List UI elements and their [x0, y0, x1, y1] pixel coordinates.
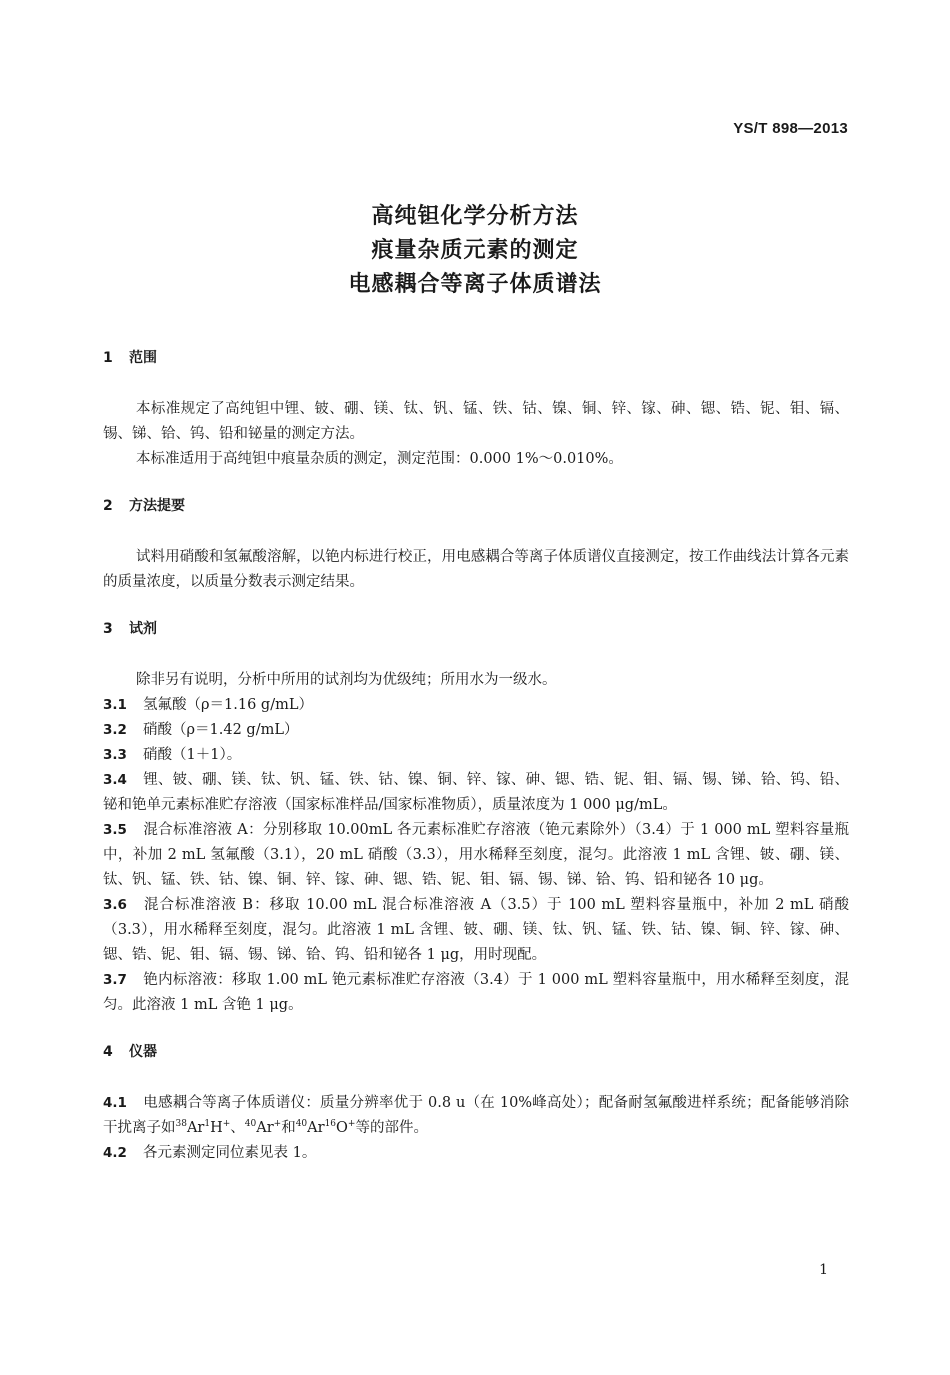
title-line-1: 高纯钽化学分析方法 [371, 204, 579, 229]
section-number: 3 [103, 621, 113, 637]
document-title [0, 200, 950, 302]
method-paragraph: 试料用硝酸和氢氟酸溶解，以铯内标进行校正，用电感耦合等离子体质谱仪直接测定，按工作曲线法计算各元素的质量浓度，以质量分数表示测定结果。 [103, 549, 849, 590]
scope-paragraph-1: 本标准规定了高纯钽中锂、铍、硼、镁、钛、钒、锰、铁、钴、镍、铜、锌、镓、砷、锶、锆、铌、钼、镉、锡、锑、铪、钨、铅和铋量的测定方法。 [103, 401, 849, 442]
ion-charge: + [347, 1119, 356, 1130]
reagent-item [103, 818, 849, 893]
section-heading-scope [103, 346, 849, 371]
element-symbol: Ar [307, 1120, 325, 1136]
section-heading-apparatus [103, 1040, 849, 1065]
reagent-item [103, 693, 849, 718]
section-title: 范围 [129, 350, 157, 366]
page-number: 1 [819, 1262, 828, 1278]
element-symbol: Ar [256, 1120, 274, 1136]
mass-number: 38 [175, 1119, 187, 1130]
section-number: 2 [103, 498, 113, 514]
mass-number: 40 [244, 1119, 257, 1130]
ion-charge: + [273, 1119, 282, 1130]
section-heading-method [103, 494, 849, 519]
title-line-2: 痕量杂质元素的测定 [371, 238, 579, 263]
mass-number: 16 [324, 1119, 337, 1130]
element-symbol: O [336, 1120, 348, 1136]
scope-paragraph-2: 本标准适用于高纯钽中痕量杂质的测定，测定范围：0.000 1%～0.010%。 [136, 451, 623, 467]
item-number: 3.4 [103, 772, 127, 788]
item-text: 锂、铍、硼、镁、钛、钒、锰、铁、钴、镍、铜、锌、镓、砷、锶、锆、铌、钼、镉、锡、锑、铪、钨、铅、铋和铯单元素标准贮存溶液（国家标准样品/国家标准物质），质量浓度为 1 000 μg/mL。 [103, 772, 849, 813]
item-number: 3.7 [103, 972, 127, 988]
section-title: 方法提要 [129, 498, 185, 514]
reagent-item [103, 768, 849, 818]
item-text: 电感耦合等离子体质谱仪：质量分辨率优于 0.8 u（在 10%峰高处）；配备耐氢氟酸进样系统；配备能够消除干扰离子如 [103, 1095, 849, 1136]
item-number: 3.6 [103, 897, 127, 913]
item-number: 3.1 [103, 697, 127, 713]
item-number: 3.3 [103, 747, 127, 763]
item-text: 铯内标溶液：移取 1.00 mL 铯元素标准贮存溶液（3.4）于 1 000 mL 塑料容量瓶中，用水稀释至刻度，混匀。此溶液 1 mL 含铯 1 μg。 [103, 972, 849, 1013]
item-number: 3.5 [103, 822, 127, 838]
element-symbol: Ar [186, 1120, 205, 1136]
item-text: 混合标准溶液 A：分别移取 10.00mL 各元素标准贮存溶液（铯元素除外）（3.4）于 1 000 mL 塑料容量瓶中，补加 2 mL 氢氟酸（3.1），20 mL 硝酸（3.3），用水稀释至刻度，混匀。此溶液 1 mL 含锂、铍、硼、镁、钛、钒、锰、铁、钴、镍、铜、锌、镓、砷、锶、锆、铌、钼、镉、锡、锑、铪、钨、铅和铋各 10 μg。 [103, 822, 849, 888]
mass-number: 40 [295, 1119, 308, 1130]
item-number: 3.2 [103, 722, 127, 738]
section-title: 仪器 [129, 1044, 157, 1060]
item-number: 4.2 [103, 1145, 127, 1161]
title-line-3: 电感耦合等离子体质谱法 [348, 272, 602, 297]
reagent-item [103, 718, 849, 743]
item-text-end: 等的部件。 [355, 1120, 428, 1136]
section-number: 1 [103, 350, 113, 366]
ion-charge: + [222, 1119, 231, 1130]
section-number: 4 [103, 1044, 113, 1060]
document-body [103, 346, 849, 1166]
element-symbol: H [210, 1120, 223, 1136]
item-text: 硝酸（1＋1）。 [143, 747, 242, 763]
reagent-item [103, 743, 849, 768]
item-text: 各元素测定同位素见表 1。 [143, 1145, 317, 1161]
reagents-intro: 除非另有说明，分析中所用的试剂均为优级纯；所用水为一级水。 [136, 672, 557, 688]
item-text: 硝酸（ρ＝1.42 g/mL） [143, 722, 299, 738]
standard-code: YS/T 898—2013 [733, 120, 848, 137]
section-title: 试剂 [129, 621, 157, 637]
reagent-item [103, 893, 849, 968]
item-text: 氢氟酸（ρ＝1.16 g/mL） [143, 697, 313, 713]
reagent-item [103, 968, 849, 1018]
item-number: 4.1 [103, 1095, 127, 1111]
section-heading-reagents [103, 617, 849, 642]
apparatus-item-4-2 [103, 1141, 849, 1166]
apparatus-item-4-1 [103, 1091, 849, 1141]
conjunction: 和 [281, 1120, 296, 1136]
mass-number: 1 [204, 1119, 211, 1130]
separator: 、 [230, 1120, 245, 1136]
item-text: 混合标准溶液 B：移取 10.00 mL 混合标准溶液 A（3.5）于 100 mL 塑料容量瓶中，补加 2 mL 硝酸（3.3），用水稀释至刻度，混匀。此溶液 1 mL 含锂、铍、硼、镁、钛、钒、锰、铁、钴、镍、铜、锌、镓、砷、锶、锆、铌、钼、镉、锡、锑、铪、钨、铅和铋各 1 μg，用时现配。 [103, 897, 849, 963]
